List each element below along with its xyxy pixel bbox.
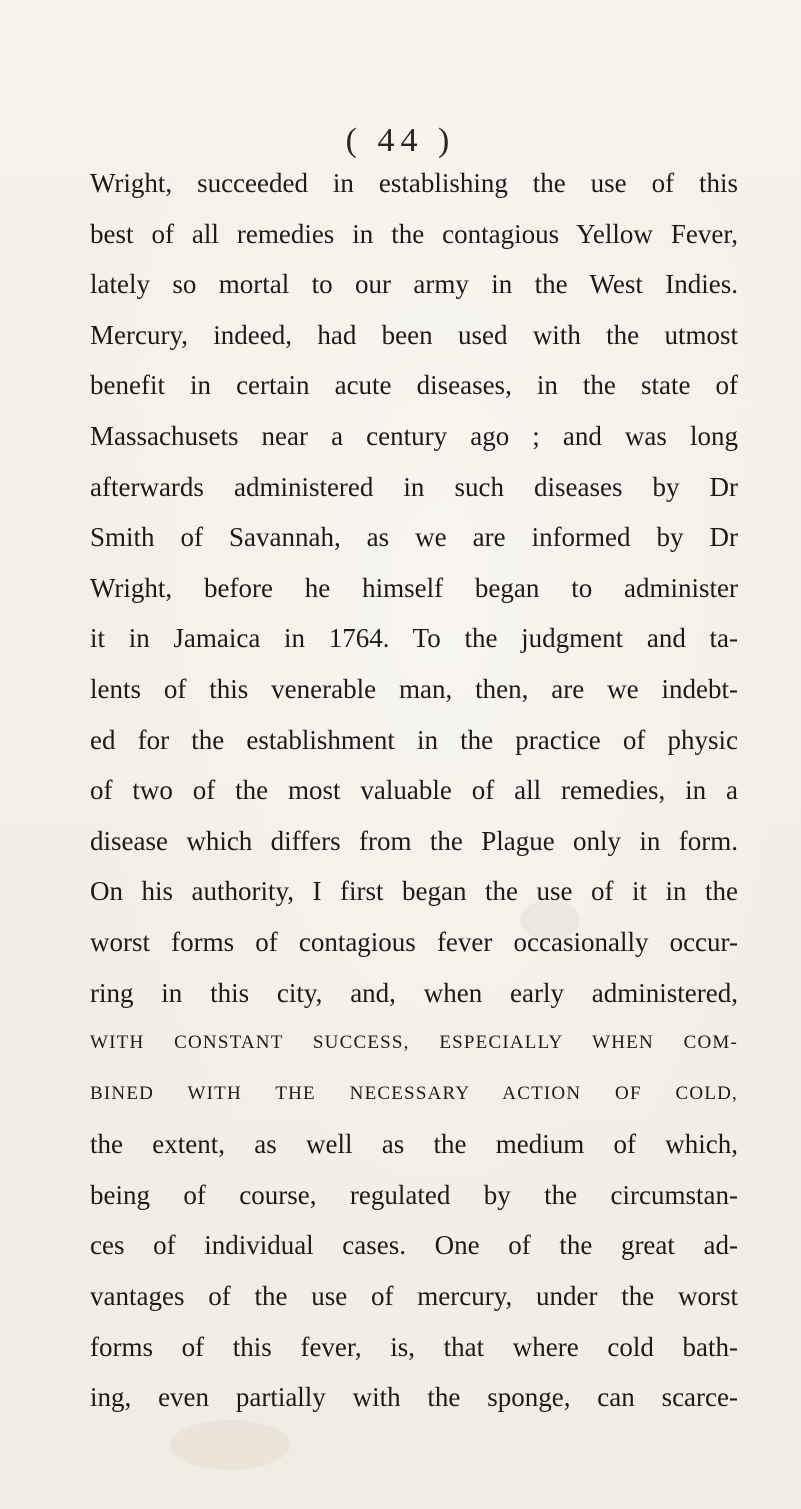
text-line-small-caps: BINED WITH THE NECESSARY ACTION OF COLD, [90, 1082, 738, 1104]
text-line: of two of the most valuable of all remedies, in a [90, 775, 738, 806]
text-line: it in Jamaica in 1764. To the judgment and ta- [90, 623, 738, 654]
text-line: ces of individual cases. One of the great ad- [90, 1230, 738, 1261]
text-line: Mercury, indeed, had been used with the utmost [90, 319, 738, 350]
text-line: On his authority, I first began the use of it in the [90, 876, 738, 907]
text-line: afterwards administered in such diseases by Dr [90, 471, 738, 502]
text-line: Smith of Savannah, as we are informed by Dr [90, 522, 738, 553]
text-line: ring in this city, and, when early administered, [90, 977, 738, 1008]
text-line: vantages of the use of mercury, under the worst [90, 1281, 738, 1312]
text-line: ing, even partially with the sponge, can scarce- [90, 1382, 738, 1413]
text-line: benefit in certain acute diseases, in the state of [90, 370, 738, 401]
page-number: ( 44 ) [345, 122, 456, 159]
body-text [90, 158, 738, 1423]
text-line: worst forms of contagious fever occasionally occur- [90, 926, 738, 957]
text-line: Wright, succeeded in establishing the use of this [90, 168, 738, 198]
text-line: Wright, before he himself began to administer [90, 572, 738, 603]
text-line: disease which differs from the Plague only in form. [90, 825, 738, 856]
text-line: Massachusets near a century ago ; and was long [90, 420, 738, 451]
text-line: best of all remedies in the contagious Yellow Fever, [90, 218, 738, 249]
paper-stain [170, 1420, 290, 1470]
text-line: being of course, regulated by the circumstan- [90, 1179, 738, 1210]
text-line: the extent, as well as the medium of which, [90, 1129, 738, 1160]
text-line: forms of this fever, is, that where cold bath- [90, 1331, 738, 1362]
text-line: ed for the establishment in the practice of physic [90, 724, 738, 755]
text-line: lents of this venerable man, then, are we indebt- [90, 673, 738, 704]
text-line-small-caps: WITH CONSTANT SUCCESS, ESPECIALLY WHEN COM- [90, 1032, 738, 1054]
text-line: lately so mortal to our army in the West Indies. [90, 269, 738, 300]
